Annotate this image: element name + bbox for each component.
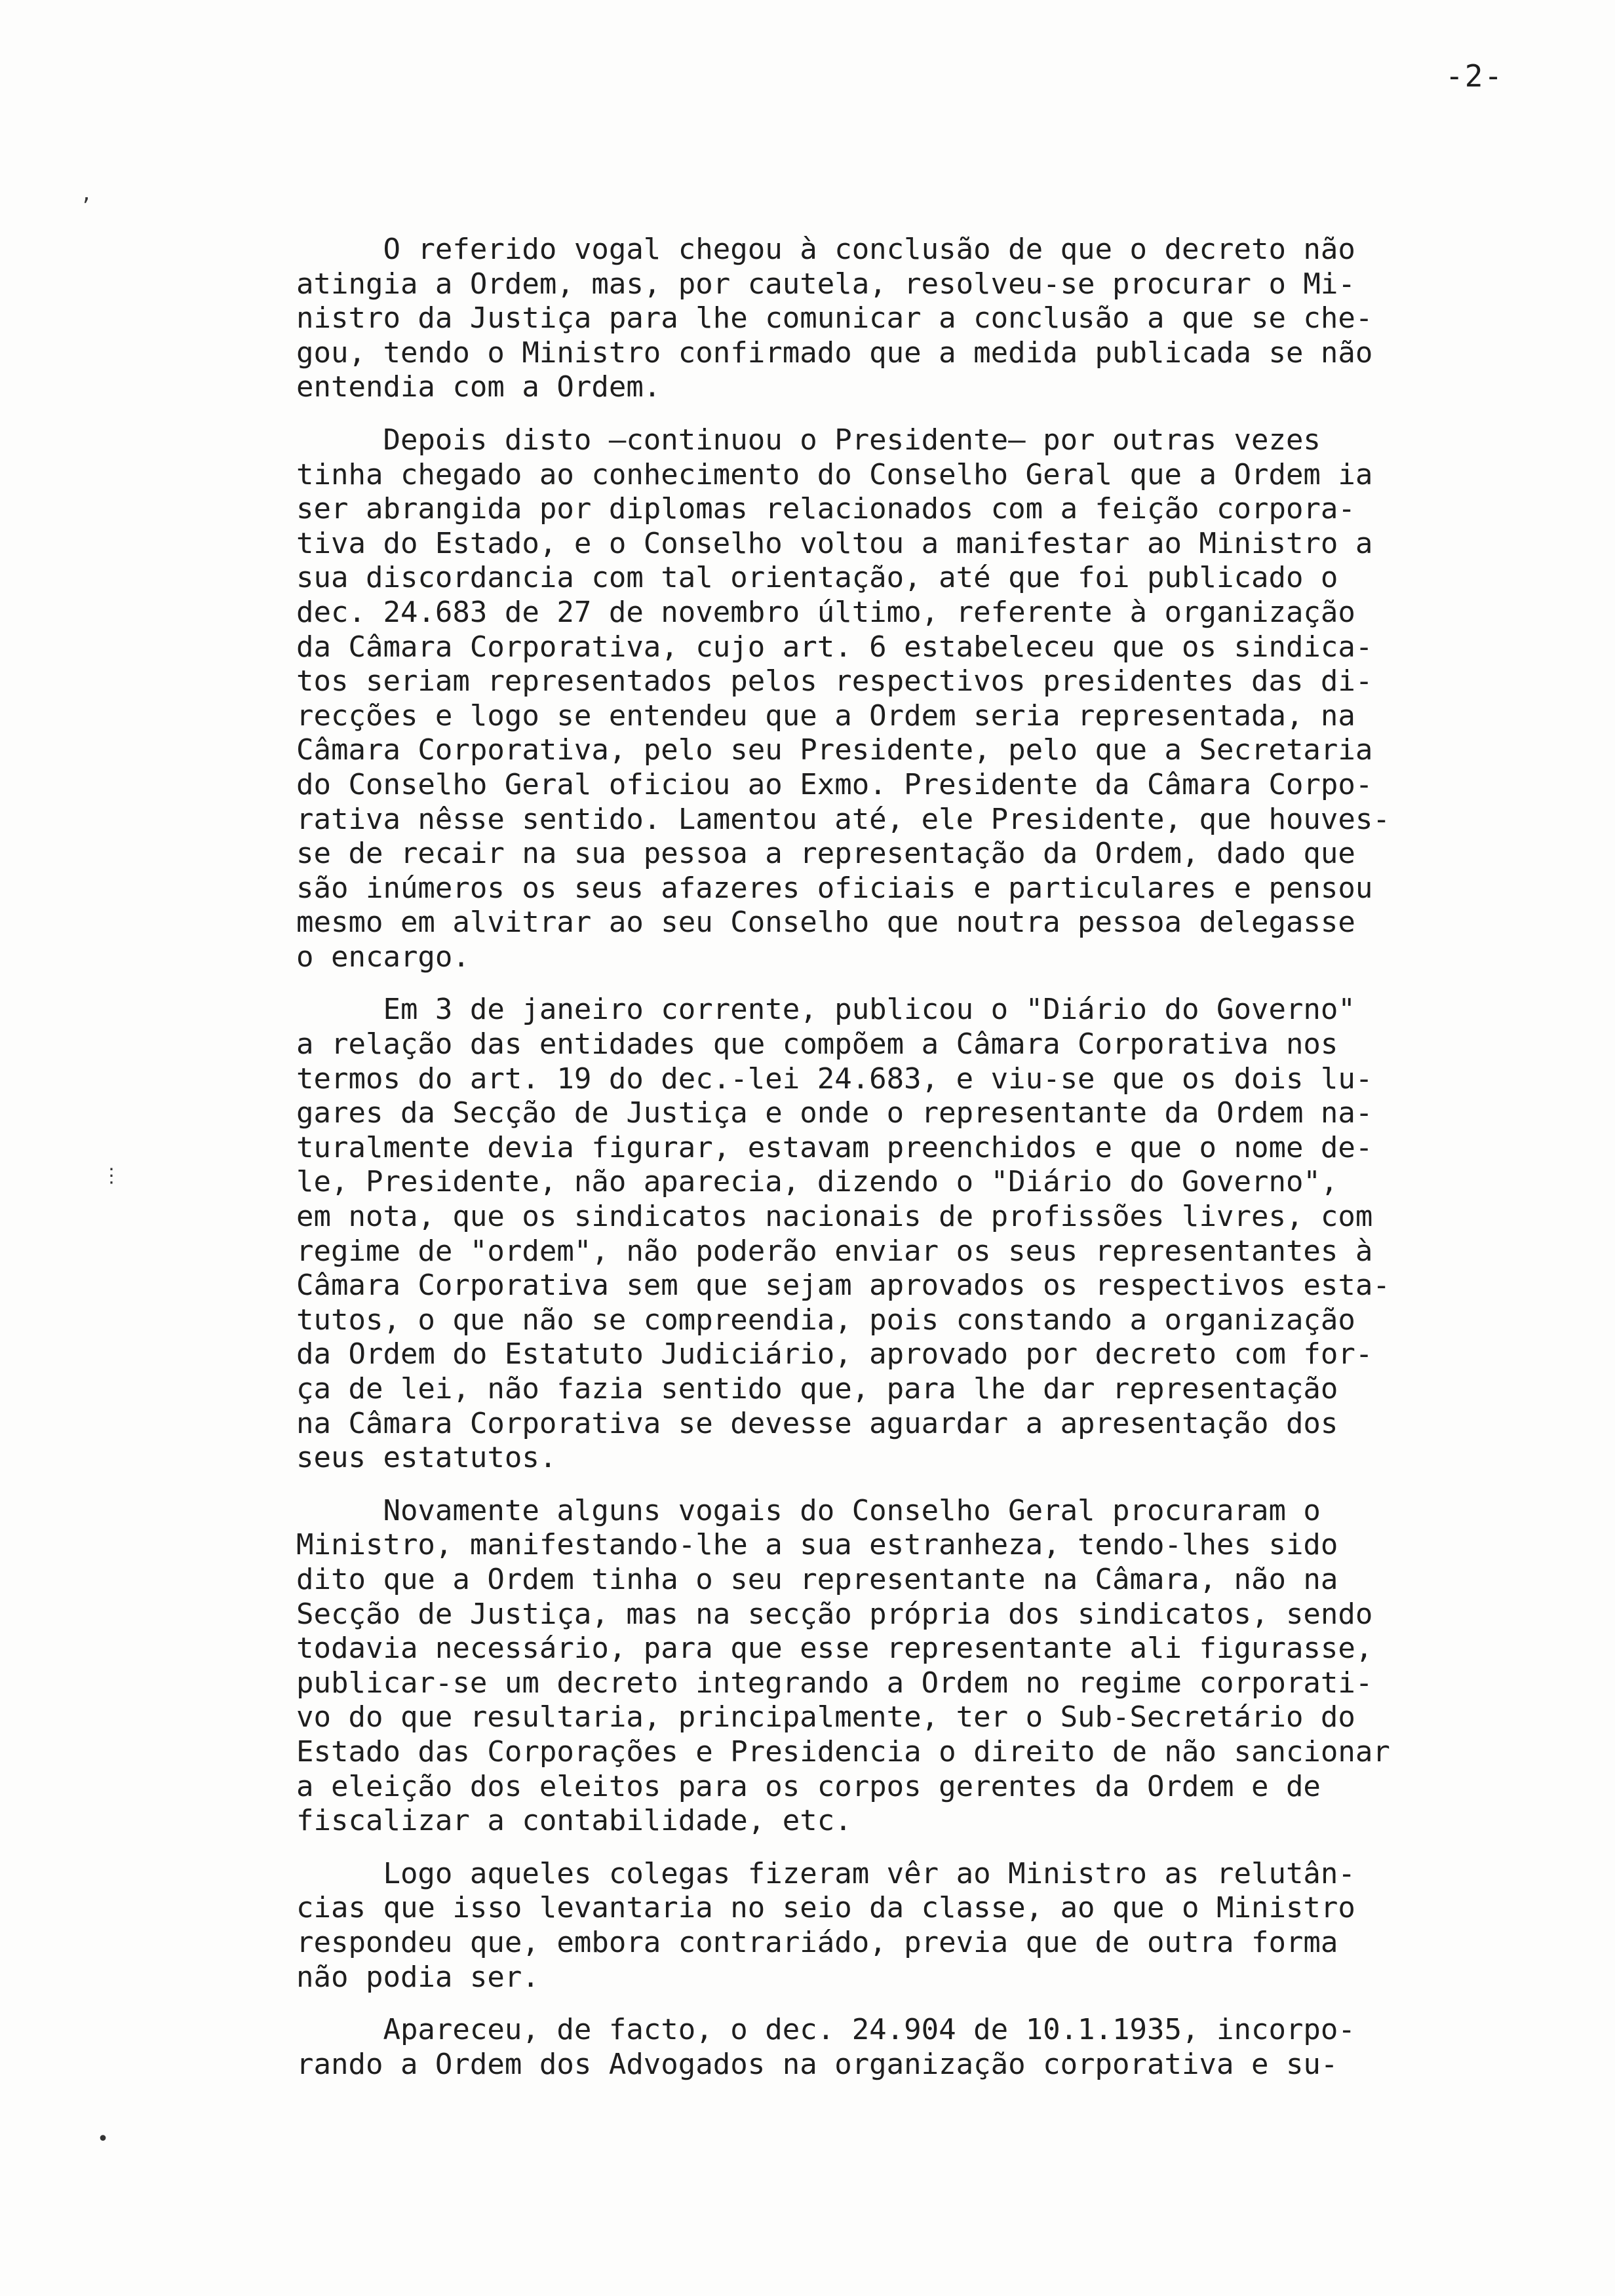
page-number: -2-: [1445, 58, 1504, 94]
text-line: ça de lei, não fazia sentido que, para lhe dar representação: [296, 1372, 1338, 1406]
text-line: termos do art. 19 do dec.-lei 24.683, e viu-se que os dois lu-: [296, 1062, 1373, 1096]
text-line: atingia a Ordem, mas, por cautela, resolveu-se procurar o Mi-: [296, 267, 1355, 301]
text-line: fiscalizar a contabilidade, etc.: [296, 1804, 852, 1838]
text-line: gares da Secção de Justiça e onde o representante da Ordem na-: [296, 1096, 1373, 1130]
text-line: ser abrangida por diplomas relacionados com a feição corpora-: [296, 492, 1355, 526]
text-line: le, Presidente, não aparecia, dizendo o "Diário do Governo",: [296, 1165, 1338, 1199]
text-line: tutos, o que não se compreendia, pois constando a organização: [296, 1303, 1355, 1337]
typed-letter-body: [296, 233, 1528, 2100]
text-line: regime de "ordem", não poderão enviar os seus representantes à: [296, 1234, 1373, 1268]
margin-tick-mark: ⋮: [102, 1164, 121, 1187]
text-line: são inúmeros os seus afazeres oficiais e particulares e pensou: [296, 871, 1373, 905]
text-line: seus estatutos.: [296, 1441, 557, 1475]
text-line: Secção de Justiça, mas na secção própria dos sindicatos, sendo: [296, 1597, 1373, 1631]
paragraph: [296, 2013, 1528, 2082]
text-line: O referido vogal chegou à conclusão de que o decreto não: [296, 233, 1355, 266]
text-line: Câmara Corporativa sem que sejam aprovados os respectivos esta-: [296, 1269, 1390, 1303]
paragraph: [296, 1857, 1528, 1995]
text-line: tiva do Estado, e o Conselho voltou a manifestar ao Ministro a: [296, 526, 1373, 560]
margin-dot-mark: •: [97, 2128, 109, 2151]
text-line: gou, tendo o Ministro confirmado que a medida publicada se não: [296, 335, 1373, 370]
text-line: do Conselho Geral oficiou ao Exmo. Presidente da Câmara Corpo-: [296, 767, 1373, 801]
text-line: tos seriam representados pelos respectivos presidentes das di-: [296, 664, 1373, 698]
text-line: tinha chegado ao conhecimento do Conselho Geral que a Ordem ia: [296, 457, 1373, 491]
text-line: Apareceu, de facto, o dec. 24.904 de 10.1.1935, incorpo-: [296, 2013, 1355, 2047]
text-line: sua discordancia com tal orientação, até que foi publicado o: [296, 561, 1338, 595]
paragraph: [296, 423, 1528, 975]
text-line: Depois disto —continuou o Presidente— por outras vezes: [296, 423, 1321, 457]
paragraph: [296, 993, 1528, 1475]
text-line: da Câmara Corporativa, cujo art. 6 estabeleceu que os sindica-: [296, 630, 1373, 664]
text-line: dec. 24.683 de 27 de novembro último, referente à organização: [296, 595, 1355, 629]
text-line: na Câmara Corporativa se devesse aguardar a apresentação dos: [296, 1406, 1338, 1440]
text-line: entendia com a Ordem.: [296, 370, 661, 404]
text-line: não podia ser.: [296, 1960, 539, 1994]
text-line: recções e logo se entendeu que a Ordem seria representada, na: [296, 698, 1355, 733]
text-line: Câmara Corporativa, pelo seu Presidente, pelo que a Secretaria: [296, 733, 1373, 767]
text-line: mesmo em alvitrar ao seu Conselho que noutra pessoa delegasse: [296, 906, 1355, 940]
margin-tick-mark: ’: [80, 195, 92, 218]
paragraph: [296, 233, 1528, 405]
text-line: a relação das entidades que compõem a Câmara Corporativa nos: [296, 1027, 1338, 1062]
text-line: Novamente alguns vogais do Conselho Geral procuraram o: [296, 1493, 1321, 1527]
text-line: turalmente devia figurar, estavam preenchidos e que o nome de-: [296, 1130, 1373, 1164]
paragraph: [296, 1494, 1528, 1839]
text-line: respondeu que, embora contrariádo, previa que de outra forma: [296, 1925, 1338, 1959]
text-line: vo do que resultaria, principalmente, ter o Sub-Secretário do: [296, 1700, 1355, 1734]
text-line: da Ordem do Estatuto Judiciário, aprovado por decreto com for-: [296, 1337, 1373, 1371]
text-line: nistro da Justiça para lhe comunicar a conclusão a que se che-: [296, 301, 1373, 335]
text-line: em nota, que os sindicatos nacionais de profissões livres, com: [296, 1200, 1373, 1234]
text-line: o encargo.: [296, 940, 470, 974]
text-line: Logo aqueles colegas fizeram vêr ao Ministro as relutân-: [296, 1856, 1355, 1890]
text-line: rativa nêsse sentido. Lamentou até, ele Presidente, que houves-: [296, 802, 1390, 836]
text-line: a eleição dos eleitos para os corpos gerentes da Ordem e de: [296, 1769, 1321, 1803]
text-line: dito que a Ordem tinha o seu representante na Câmara, não na: [296, 1562, 1338, 1596]
text-line: cias que isso levantaria no seio da classe, ao que o Ministro: [296, 1891, 1355, 1925]
text-line: Em 3 de janeiro corrente, publicou o "Diário do Governo": [296, 993, 1355, 1027]
text-line: Estado das Corporações e Presidencia o direito de não sancionar: [296, 1734, 1390, 1769]
text-line: todavia necessário, para que esse representante ali figurasse,: [296, 1632, 1373, 1666]
text-line: se de recair na sua pessoa a representação da Ordem, dado que: [296, 837, 1355, 871]
text-line: publicar-se um decreto integrando a Ordem no regime corporati-: [296, 1666, 1373, 1700]
text-line: Ministro, manifestando-lhe a sua estranheza, tendo-lhes sido: [296, 1528, 1338, 1562]
text-line: rando a Ordem dos Advogados na organização corporativa e su-: [296, 2047, 1338, 2081]
